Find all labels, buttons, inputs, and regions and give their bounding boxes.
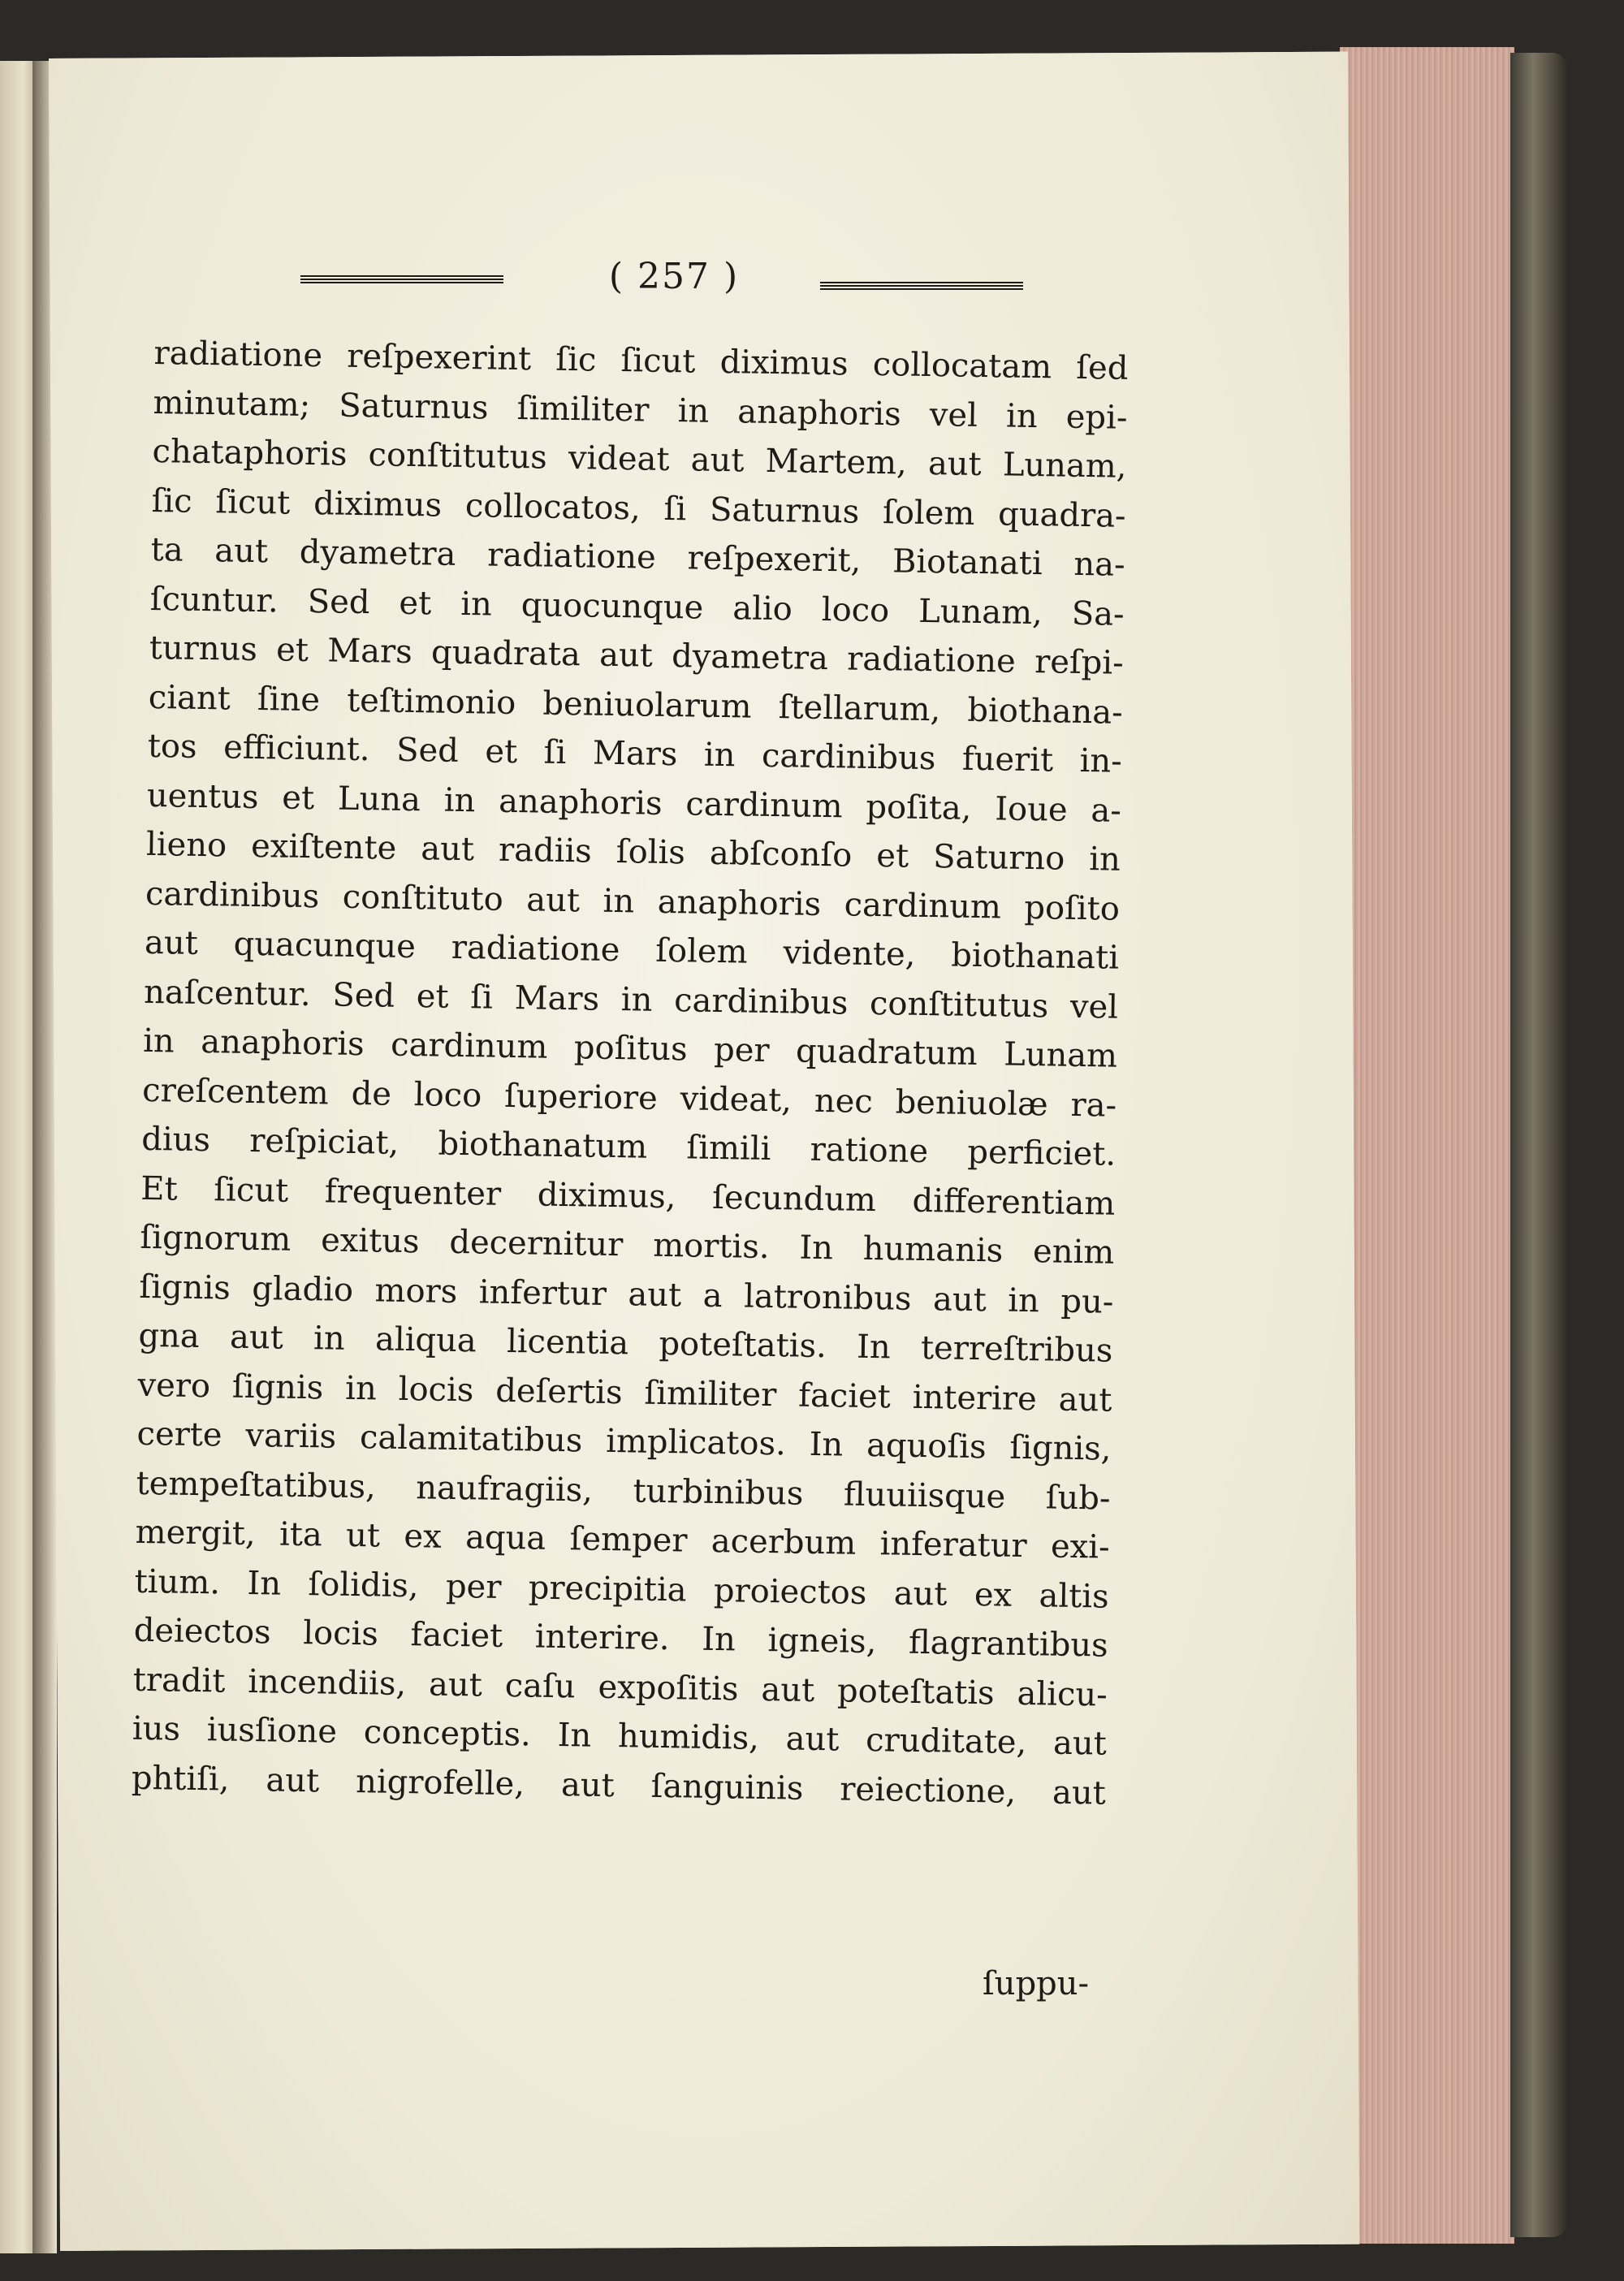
text-line: ſic ſicut diximus collocatos, ſi Saturnus ſolem quadra- [151, 482, 1126, 535]
text-line: ciant ſine teſtimonio beniuolarum ſtellarum, biothana- [148, 678, 1124, 732]
text-line: dius reſpiciat, biothanatum ſimili ratione perficiet. [140, 1120, 1116, 1173]
text-line: uentus et Luna in anaphoris cardinum poſita, Ioue a- [146, 776, 1122, 830]
text-line: tradit incendiis, aut caſu expoſitis aut poteſtatis alicu- [132, 1661, 1108, 1714]
text-line: deiectos locis faciet interire. In igneis, flagrantibus [133, 1611, 1109, 1665]
text-line: tium. In ſolidis, per precipitia proiectos aut ex altis [134, 1562, 1109, 1616]
text-line: turnus et Mars quadrata aut dyametra radiatione reſpi- [149, 629, 1125, 682]
text-line: chataphoris conſtitutus videat aut Martem, aut Lunam, [152, 432, 1127, 486]
text-line: ſcuntur. Sed et in quocunque alio loco Lunam, Sa- [149, 580, 1125, 633]
text-line: in anaphoris cardinum poſitus per quadratum Lunam [142, 1022, 1118, 1075]
text-line: certe variis calamitatibus implicatos. In aquoſis ſignis, [136, 1415, 1112, 1468]
text-line: ſignorum exitus decernitur mortis. In humanis enim [140, 1218, 1115, 1272]
text-line: aut quacunque radiatione ſolem vidente, biothanati [144, 923, 1120, 977]
text-line: phtiſi, aut nigrofelle, aut ſanguinis reiectione, aut [131, 1759, 1107, 1812]
text-line: naſcentur. Sed et ſi Mars in cardinibus conſtitutus vel [143, 973, 1119, 1026]
text-line: Et ſicut frequenter diximus, ſecundum differentiam [140, 1169, 1116, 1223]
text-line: cardinibus conſtituto aut in anaphoris cardinum poſito [145, 875, 1121, 928]
text-line: ta aut dyametra radiatione reſpexerit, Biotanati na- [150, 530, 1125, 584]
text-line: mergit, ita ut ex aqua ſemper acerbum inferatur exi- [135, 1513, 1110, 1566]
text-line: lieno exiſtente aut radiis ſolis abſconſo et Saturno in [145, 825, 1121, 879]
text-line: vero ſignis in locis deſertis ſimiliter faciet interire aut [137, 1366, 1112, 1419]
page-block-edge [1340, 47, 1514, 2244]
text-line: ſignis gladio mors infertur aut a latronibus aut in pu- [139, 1268, 1114, 1321]
catchword: ſuppu- [983, 1965, 1090, 2002]
header-rule-left [300, 275, 503, 285]
text-line: minutam; Saturnus ſimiliter in anaphoris vel in epi- [153, 383, 1128, 437]
page-number: ( 257 ) [608, 256, 740, 297]
text-line: gna aut in aliqua licentia poteſtatis. In terreſtribus [138, 1316, 1113, 1370]
book-cover-edge [1510, 53, 1567, 2237]
running-header [300, 256, 1023, 313]
text-line: tempeſtatibus, naufragiis, turbinibus fluuiisque ſub- [136, 1464, 1111, 1518]
text-line: creſcentem de loco ſuperiore videat, nec beniuolæ ra- [141, 1071, 1117, 1125]
header-rule-right [820, 282, 1023, 292]
text-line: ius iusſione conceptis. In humidis, aut cruditate, aut [132, 1709, 1108, 1763]
text-line: radiatione reſpexerint ſic ſicut diximus collocatam ſed [153, 334, 1129, 387]
text-line: tos efficiunt. Sed et ſi Mars in cardinibus fuerit in- [147, 727, 1123, 780]
body-text [131, 329, 1128, 1818]
